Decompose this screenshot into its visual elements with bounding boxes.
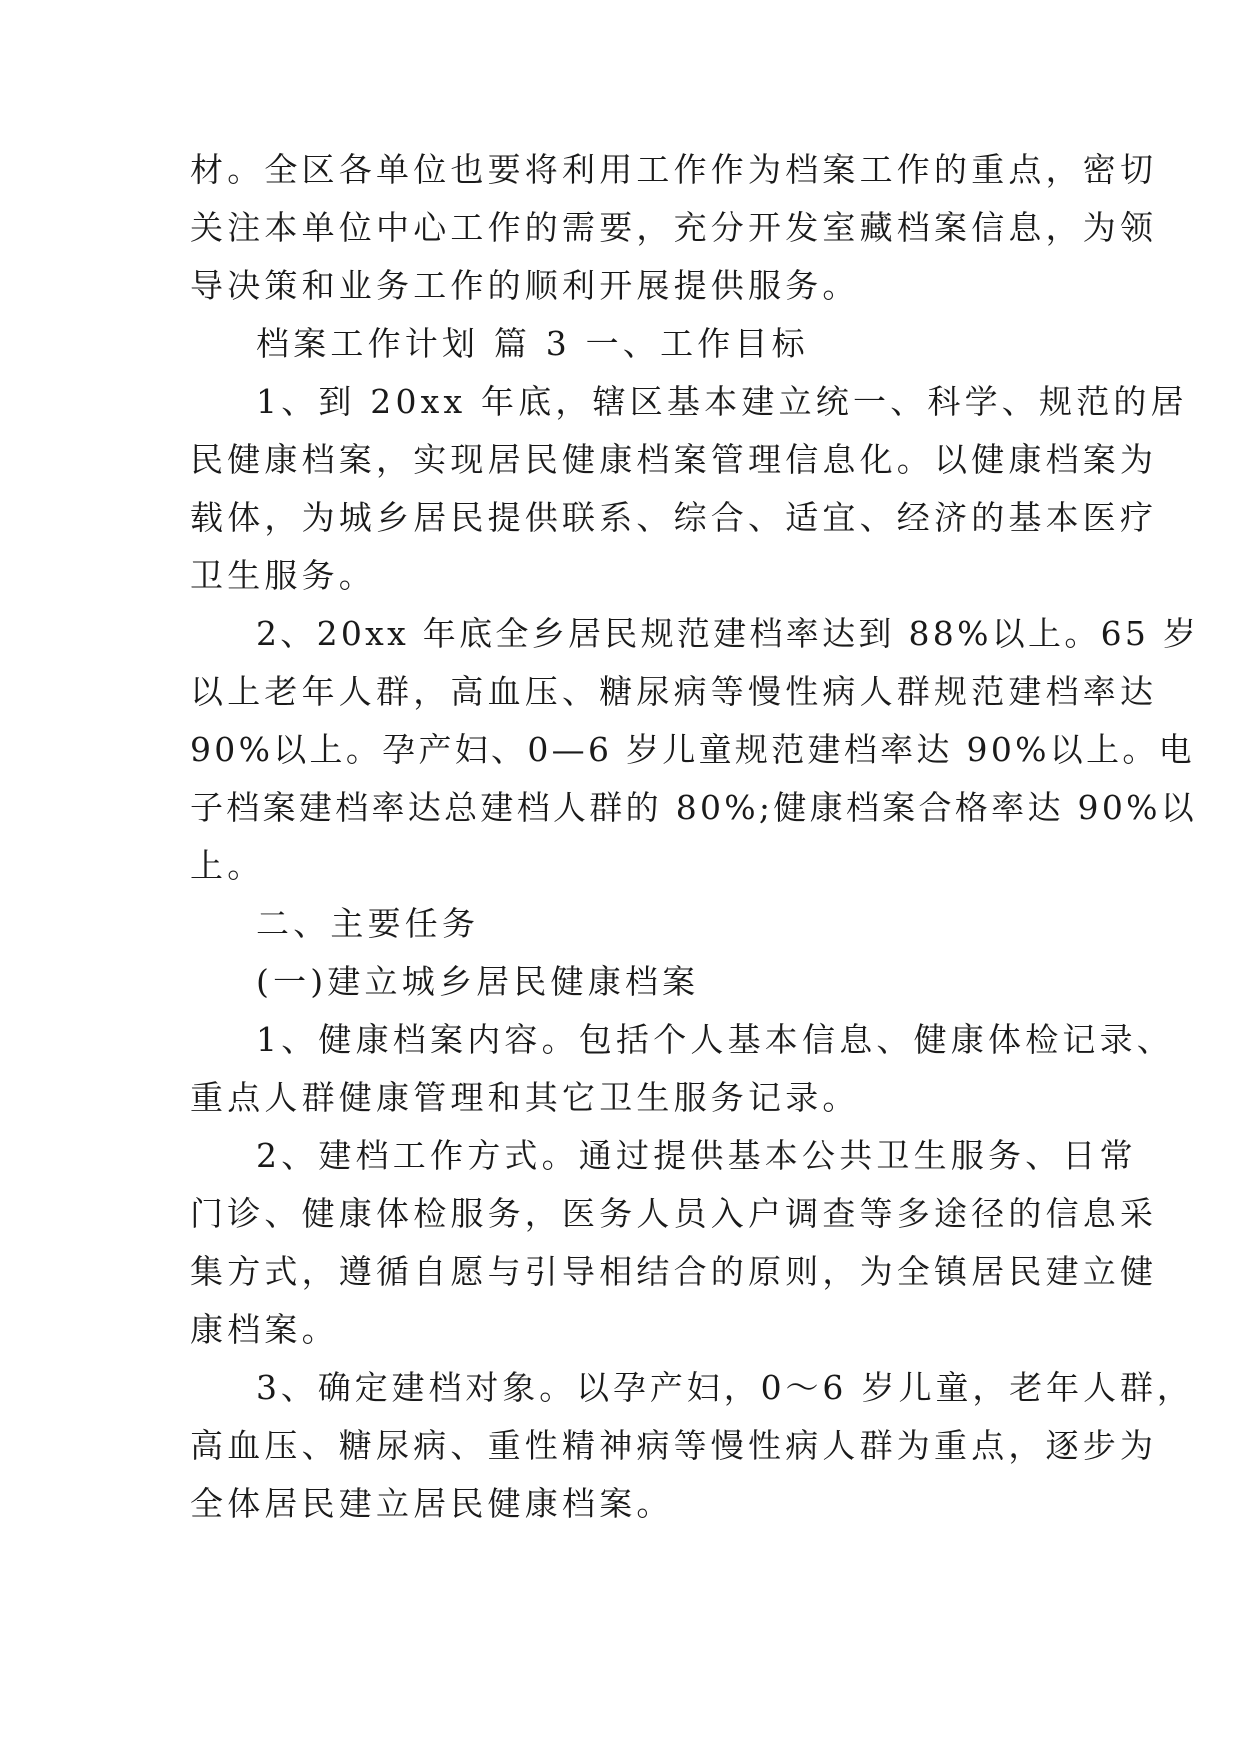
text-line: 高血压、糖尿病、重性精神病等慢性病人群为重点，逐步为 [190,1426,1158,1465]
subsection-heading: (一)建立城乡居民健康档案 [256,962,700,1001]
text-line: 90%以上。孕产妇、0—6 岁儿童规范建档率达 90%以上。电 [190,730,1195,769]
text-line: 以上老年人群，高血压、糖尿病等慢性病人群规范建档率达 [190,672,1158,711]
section-heading: 档案工作计划 篇 3 一、工作目标 [256,324,809,363]
text-line: 门诊、健康体检服务，医务人员入户调查等多途径的信息采 [190,1194,1158,1233]
text-line: 子档案建档率达总建档人群的 80%;健康档案合格率达 90%以 [190,788,1198,827]
text-line: 2、建档工作方式。通过提供基本公共卫生服务、日常 [256,1136,1137,1175]
text-line: 1、健康档案内容。包括个人基本信息、健康体检记录、 [256,1020,1174,1059]
text-line: 3、确定建档对象。以孕产妇，0～6 岁儿童，老年人群， [256,1368,1194,1407]
text-line: 全体居民建立居民健康档案。 [190,1484,674,1523]
text-line: 康档案。 [190,1310,339,1349]
text-line: 卫生服务。 [190,556,376,595]
text-line: 上。 [190,846,265,885]
text-line: 1、到 20xx 年底，辖区基本建立统一、科学、规范的居 [256,382,1188,421]
section-heading: 二、主要任务 [256,904,480,943]
text-line: 导决策和业务工作的顺利开展提供服务。 [190,266,860,305]
text-line: 集方式，遵循自愿与引导相结合的原则，为全镇居民建立健 [190,1252,1158,1291]
text-line: 载体，为城乡居民提供联系、综合、适宜、经济的基本医疗 [190,498,1158,537]
text-line: 民健康档案，实现居民健康档案管理信息化。以健康档案为 [190,440,1158,479]
text-line: 2、20xx 年底全乡居民规范建档率达到 88%以上。65 岁 [256,614,1200,653]
text-line: 材。全区各单位也要将利用工作作为档案工作的重点，密切 [190,150,1158,189]
text-line: 关注本单位中心工作的需要，充分开发室藏档案信息，为领 [190,208,1158,247]
text-line: 重点人群健康管理和其它卫生服务记录。 [190,1078,860,1117]
